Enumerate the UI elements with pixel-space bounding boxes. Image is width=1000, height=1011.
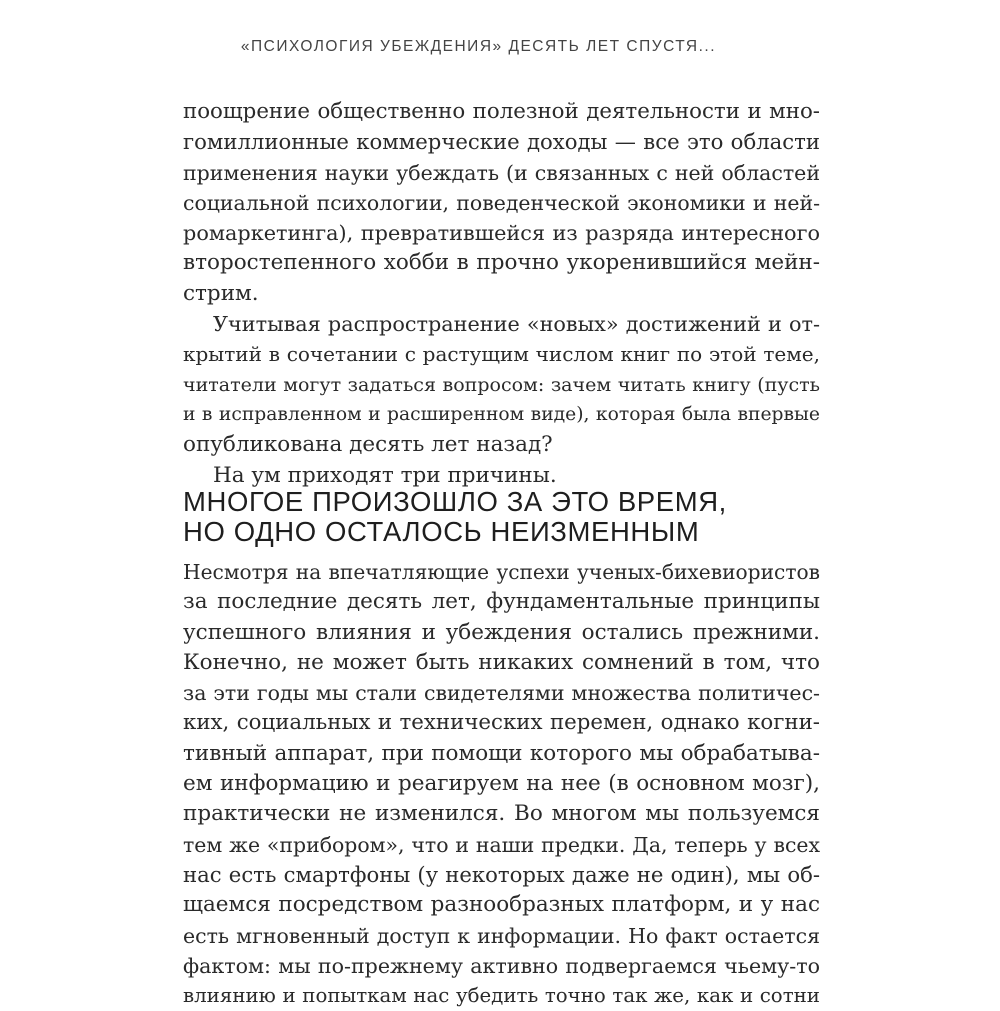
text-line: и в исправленном и расширенном виде), которая была впервые: [183, 403, 820, 425]
text-line: фактом: мы по-прежнему активно подвергаемся чьему-то: [183, 953, 820, 978]
text-line: практически не изменился. Во многом мы пользуемся: [183, 801, 820, 827]
text-line: за последние десять лет, фундаментальные принципы: [183, 589, 820, 615]
running-head: «ПСИХОЛОГИЯ УБЕЖДЕНИЯ» ДЕСЯТЬ ЛЕТ СПУСТЯ...: [240, 38, 716, 55]
text-line: стрим.: [183, 280, 259, 306]
paragraph-block-2: [183, 557, 820, 1011]
text-line: Учитывая распространение «новых» достижений и от-: [213, 312, 820, 337]
section-heading-line: МНОГОЕ ПРОИЗОШЛО ЗА ЭТО ВРЕМЯ,: [183, 486, 727, 517]
text-line: щаемся посредством разнообразных платформ, и у нас: [183, 892, 820, 918]
text-line: нас есть смартфоны (у некоторых даже не один), мы об-: [183, 861, 820, 887]
text-line: гомиллионные коммерческие доходы — все это области: [183, 129, 820, 155]
text-line: ромаркетинга), превратившейся из разряда интересного: [183, 221, 820, 246]
text-line: На ум приходят три причины.: [213, 462, 557, 488]
paragraph-block-1: [183, 97, 820, 491]
text-line: Конечно, не может быть никаких сомнений в том, что: [183, 649, 820, 675]
text-line: тем же «прибором», что и наши предки. Да, теперь у всех: [183, 832, 820, 857]
text-line: Несмотря на впечатляющие успехи ученых-бихевиористов: [183, 560, 820, 584]
text-line: ем информацию и реагируем на нее (в основном мозг),: [183, 771, 820, 797]
section-heading-line: НО ОДНО ОСТАЛОСЬ НЕИЗМЕННЫМ: [183, 516, 700, 547]
text-line: поощрение общественно полезной деятельности и мно-: [183, 99, 820, 124]
text-line: социальной психологии, поведенческой экономики и ней-: [183, 190, 820, 215]
text-line: за эти годы мы стали свидетелями множества политичес-: [183, 681, 820, 706]
text-line: ких, социальных и технических перемен, однако когни-: [183, 710, 820, 736]
text-line: второстепенного хобби в прочно укоренившийся мейн-: [183, 250, 820, 276]
text-line: успешного влияния и убеждения остались прежними.: [183, 619, 820, 645]
text-line: есть мгновенный доступ к информации. Но факт остается: [183, 923, 820, 948]
text-line: опубликована десять лет назад?: [183, 432, 553, 458]
text-line: тивный аппарат, при помощи которого мы обрабатыва-: [183, 740, 820, 766]
text-line: читатели могут задаться вопросом: зачем читать книгу (пусть: [183, 373, 820, 396]
text-line: влиянию и попыткам нас убедить точно так же, как и сотни: [183, 984, 820, 1008]
text-line: применения науки убеждать (и связанных с ней областей: [183, 160, 820, 185]
text-line: крытий в сочетании с растущим числом книг по этой теме,: [183, 342, 820, 367]
section-heading: [183, 487, 727, 547]
